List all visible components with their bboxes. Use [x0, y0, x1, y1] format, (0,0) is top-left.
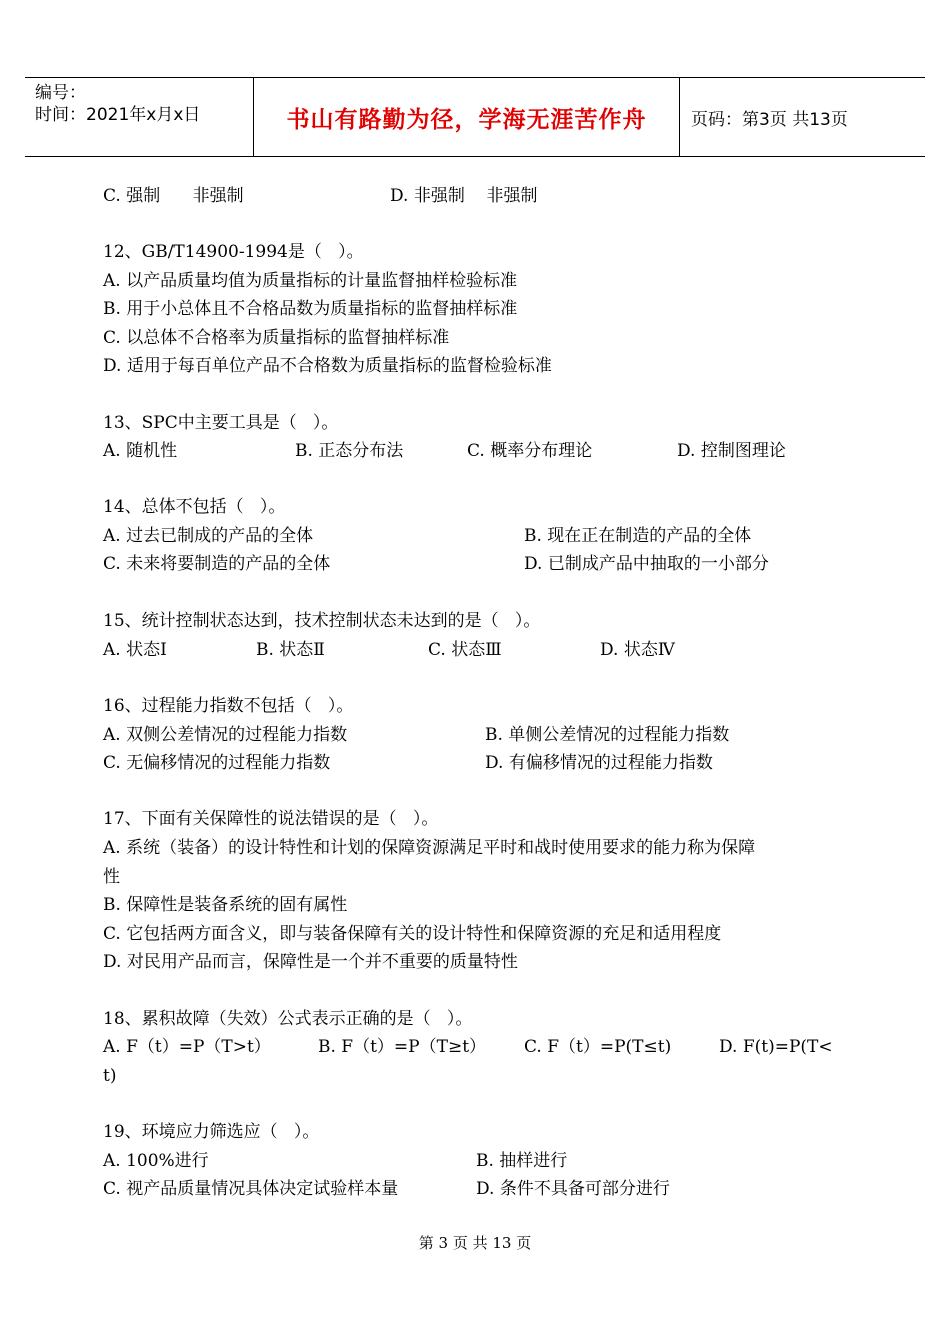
q15-stem: 15、统计控制状态达到，技术控制状态未达到的是（ ）。 [103, 611, 541, 631]
q19-option-c: C. 视产品质量情况具体决定试验样本量 [103, 1179, 399, 1199]
q14-option-a: A. 过去已制成的产品的全体 [103, 526, 314, 546]
page-footer: 第 3 页 共 13 页 [418, 1234, 532, 1252]
q14-stem: 14、总体不包括（ ）。 [103, 497, 286, 517]
q16-option-d: D. 有偏移情况的过程能力指数 [485, 753, 713, 773]
q19-option-d: D. 条件不具备可部分进行 [476, 1179, 670, 1199]
q11-option-c: C. 强制 非强制 [103, 186, 244, 206]
q16-option-b: B. 单侧公差情况的过程能力指数 [485, 725, 730, 745]
header-page-cell [680, 78, 925, 156]
q19-option-b: B. 抽样进行 [476, 1151, 568, 1171]
q17-option-a-line1: A. 系统（装备）的设计特性和计划的保障资源满足平时和战时使用要求的能力称为保障 [103, 838, 756, 858]
q16-option-a: A. 双侧公差情况的过程能力指数 [103, 725, 348, 745]
q12-option-d: D. 适用于每百单位产品不合格数为质量指标的监督检验标准 [103, 356, 552, 376]
q12-option-b: B. 用于小总体且不合格品数为质量指标的监督抽样标准 [103, 299, 518, 319]
q11-option-d: D. 非强制 非强制 [390, 186, 538, 206]
q13-option-a: A. 随机性 [103, 441, 178, 461]
header-page-info: 页码：第3页 共13页 [691, 109, 848, 130]
q13-stem: 13、SPC中主要工具是（ ）。 [103, 413, 339, 433]
q12-option-a: A. 以产品质量均值为质量指标的计量监督抽样检验标准 [103, 271, 518, 291]
q18-option-d-line2: t) [103, 1066, 117, 1086]
q13-option-d: D. 控制图理论 [677, 441, 786, 461]
q18-option-a: A. F（t）=P（T>t） [103, 1037, 271, 1057]
q17-option-d: D. 对民用产品而言，保障性是一个并不重要的质量特性 [103, 952, 518, 972]
q14-option-d: D. 已制成产品中抽取的一小部分 [524, 554, 769, 574]
q18-option-c: C. F（t）=P(T≤t) [524, 1037, 672, 1057]
header-motto-cell [254, 78, 680, 156]
q15-option-a: A. 状态Ⅰ [103, 640, 167, 660]
header-meta [25, 78, 254, 156]
q14-option-b: B. 现在正在制造的产品的全体 [524, 526, 752, 546]
q17-option-b: B. 保障性是装备系统的固有属性 [103, 895, 348, 915]
q16-option-c: C. 无偏移情况的过程能力指数 [103, 753, 331, 773]
q18-option-b: B. F（t）=P（T≥t） [318, 1037, 487, 1057]
q14-option-c: C. 未来将要制造的产品的全体 [103, 554, 331, 574]
q15-option-c: C. 状态Ⅲ [428, 640, 502, 660]
q17-option-c: C. 它包括两方面含义，即与装备保障有关的设计特性和保障资源的充足和适用程度 [103, 924, 722, 944]
q18-stem: 18、累积故障（失效）公式表示正确的是（ ）。 [103, 1009, 473, 1029]
q13-option-c: C. 概率分布理论 [467, 441, 593, 461]
doc-number-label: 编号： [35, 83, 86, 103]
q12-option-c: C. 以总体不合格率为质量指标的监督抽样标准 [103, 328, 450, 348]
q16-stem: 16、过程能力指数不包括（ ）。 [103, 696, 354, 716]
header-motto: 书山有路勤为径，学海无涯苦作舟 [286, 105, 647, 133]
q19-option-a: A. 100%进行 [103, 1151, 209, 1171]
q12-stem: 12、GB/T14900-1994是（ ）。 [103, 242, 364, 262]
q15-option-d: D. 状态Ⅳ [600, 640, 675, 660]
q13-option-b: B. 正态分布法 [295, 441, 404, 461]
q19-stem: 19、环境应力筛选应（ ）。 [103, 1122, 320, 1142]
q17-option-a-line2: 性 [103, 867, 120, 887]
q17-stem: 17、下面有关保障性的说法错误的是（ ）。 [103, 809, 439, 829]
page-header [25, 77, 925, 157]
q18-option-d-line1: D. F(t)=P(T< [719, 1037, 833, 1057]
q15-option-b: B. 状态Ⅱ [256, 640, 325, 660]
doc-time-label: 时间：2021年x月x日 [35, 105, 201, 125]
